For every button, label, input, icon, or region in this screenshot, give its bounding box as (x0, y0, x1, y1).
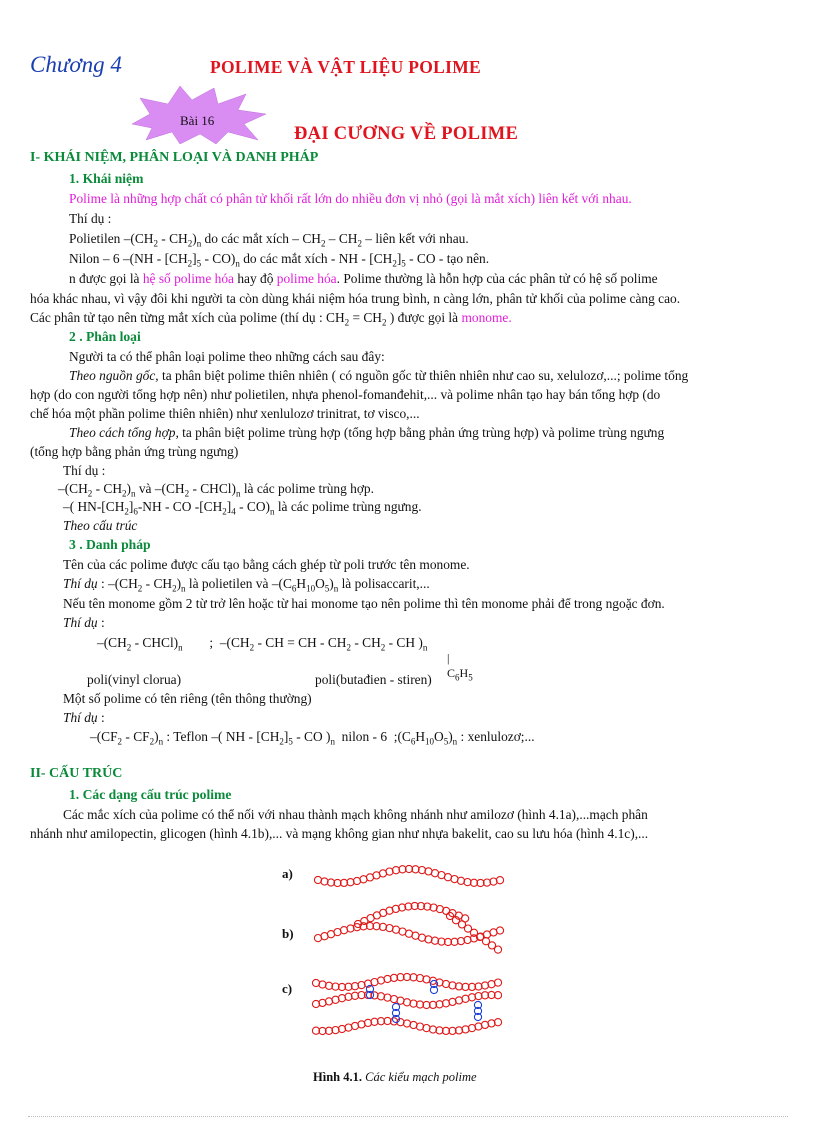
lesson-badge-text: Bài 16 (180, 113, 215, 128)
subsection-1-3-heading: 3 . Danh pháp (69, 537, 151, 552)
monomer-line: Các phân tử tạo nên từng mắt xích của polime (thí dụ : $CH_2 = CH_2$ ) được gọi là monome. (30, 310, 512, 328)
figure-label-c: c) (282, 981, 293, 996)
nomenclature-example-2-label: Thí dụ : (63, 615, 105, 630)
chain-bead-network (494, 1019, 501, 1026)
example-label: Thí dụ : (69, 211, 112, 226)
pbs-name: poli(butađien - stiren) (315, 672, 432, 687)
chain-bead-network (488, 1020, 495, 1027)
common-name-example-label: Thí dụ : (63, 710, 105, 725)
lesson-badge-starburst (128, 84, 268, 146)
pe-formula: $‒(CH_2 - CH_2)_n$ (123, 231, 202, 249)
chain-bead-branch (494, 946, 501, 953)
nomenclature-intro: Tên của các polime được cấu tạo bằng cách ghép từ poli trước tên monome. (63, 557, 470, 572)
structure-paragraph-2: nhánh như amilopectin, glicogen (hình 4.1b),... và mạng không gian như nhựa bakelit, cao su lưu hóa (hình 4.1c),... (30, 826, 649, 841)
phenyl-substituent: | $C_6H_5$ (447, 651, 473, 683)
chain-bead-network (403, 999, 410, 1006)
subsection-1-2-heading: 2 . Phân loại (69, 329, 141, 344)
polyethylene-line: Polietilen $‒(CH_2 - CH_2)_n$ do các mắt xích – $CH_2 - CH_2$ – liên kết với nhau. (69, 231, 469, 249)
subsection-2-1-heading: 1. Các dạng cấu trúc polime (69, 787, 232, 802)
subsection-1-1-heading: 1. Khái niệm (69, 171, 144, 186)
common-name-examples: $‒(CF_2 - CF_2)_n$ : Teflon ‒( NH - $[CH_2]_5$ - CO )$_n$ nilon - 6 $;(C_6H_{10}O_5)_n$ : xenlulozơ;... (90, 729, 535, 747)
common-name-line: Một số polime có tên riêng (tên thông thường) (63, 691, 312, 706)
chapter-title: POLIME VÀ VẬT LIỆU POLIME (210, 57, 482, 77)
section-1-heading: I- KHÁI NIỆM, PHÂN LOẠI VÀ DANH PHÁP (30, 150, 319, 165)
nylon-line: Nilon – 6 ‒(NH - $[CH_2]_5 - CO)_n$ do các mắt xích - NH - $[CH_2]_5$ - CO - tạo nên. (69, 251, 490, 269)
origin-line-1: Theo nguồn gốc, ta phân biệt polime thiên nhiên ( có nguồn gốc từ thiên nhiên như cao su, xelulozơ,...; polime tổng (69, 368, 689, 383)
chain-bead-linear (496, 877, 503, 884)
polymer-chain-figure (280, 850, 530, 1060)
chain-bead-network (319, 981, 326, 988)
chain-bead-network (468, 994, 475, 1001)
structure-paragraph-1: Các mắc xích của polime có thể nối với nhau thành mạch không nhánh như amilozơ (hình 4.1a),...mạch phân (63, 807, 648, 822)
origin-line-2: hợp (do con người tổng hợp nên) như polietilen, nhựa phenol-fomanđehit,... và polime nhân tạo hay bán tổng hợp (do (30, 387, 661, 402)
degree-of-polymerization-line: n được gọi là hệ số polime hóa hay độ polime hóa. Polime thường là hỗn hợp của các phân tử có hệ số polime (69, 271, 658, 286)
chain-bead-branched (347, 925, 354, 932)
lesson-title: ĐẠI CƯƠNG VỀ POLIME (294, 124, 519, 144)
addition-polymer-example: $‒(CH_2 - CH_2)_n$ và $‒(CH_2$ - $CHCl)_n$ là các polime trùng hợp. (58, 481, 374, 499)
synthesis-line-2: (tổng hợp bằng phản ứng trùng ngưng) (30, 444, 239, 459)
figure-caption: Hình 4.1. Các kiểu mạch polime (313, 1070, 477, 1084)
condensation-polymer-example: ‒( $HN-[CH_2]_6-NH$ - CO $-[CH_2]_4 - CO)_n$ là các polime trùng ngưng. (63, 499, 422, 517)
chain-beads (312, 865, 503, 1034)
pvc-formula: $‒(CH_2$ - $CHCl)_n$ ; $‒(CH_2$ - CH = CH - $CH_2 - CH_2$ - CH )$_n$ (97, 635, 428, 653)
nomenclature-example-1: Thí dụ : $‒(CH_2 - CH_2)_n$ là polietilen và $‒(C_6H_{10}O_5)_n$ là polisaccarit,... (63, 576, 430, 594)
chain-bead-branched (496, 927, 503, 934)
page-footer-line (28, 1116, 788, 1117)
chain-bead-linear (457, 877, 464, 884)
section-2-heading: II- CẤU TRÚC (30, 766, 123, 781)
chain-bead-network (494, 979, 501, 986)
polymer-definition: Polime là những hợp chất có phân tử khối rất lớn do nhiều đơn vị nhỏ (gọi là mắt xích) liên kết với nhau. (69, 191, 632, 206)
origin-line-3: chế hóa một phần polime thiên nhiên) như xenlulozơ trinitrat, tơ visco,... (30, 406, 420, 421)
nomenclature-rule: Nếu tên monome gồm 2 từ trở lên hoặc từ hai monome tạo nên polime thì tên monome phải để trong ngoặc đơn. (63, 596, 665, 611)
structure-classification-label: Theo cấu trúc (63, 518, 138, 533)
figure-label-b: b) (282, 926, 294, 941)
pvc-name: poli(vinyl clorua) (87, 672, 182, 687)
chapter-label: Chương 4 (30, 52, 122, 77)
synthesis-line-1: Theo cách tổng hợp, ta phân biệt polime trùng hợp (tổng hợp bằng phản ứng trùng hợp) và polime trùng ngưng (69, 425, 665, 440)
classification-intro: Người ta có thể phân loại polime theo những cách sau đây: (69, 349, 385, 364)
chain-bead-branched (425, 936, 432, 943)
concept-line-2: hóa khác nhau, vì vậy đôi khi người ta còn dùng khái niệm hóa trung bình, n càng lớn, phân tử khối của polime càng cao. (30, 291, 681, 306)
figure-label-a: a) (282, 866, 293, 881)
classification-example-label: Thí dụ : (63, 463, 106, 478)
